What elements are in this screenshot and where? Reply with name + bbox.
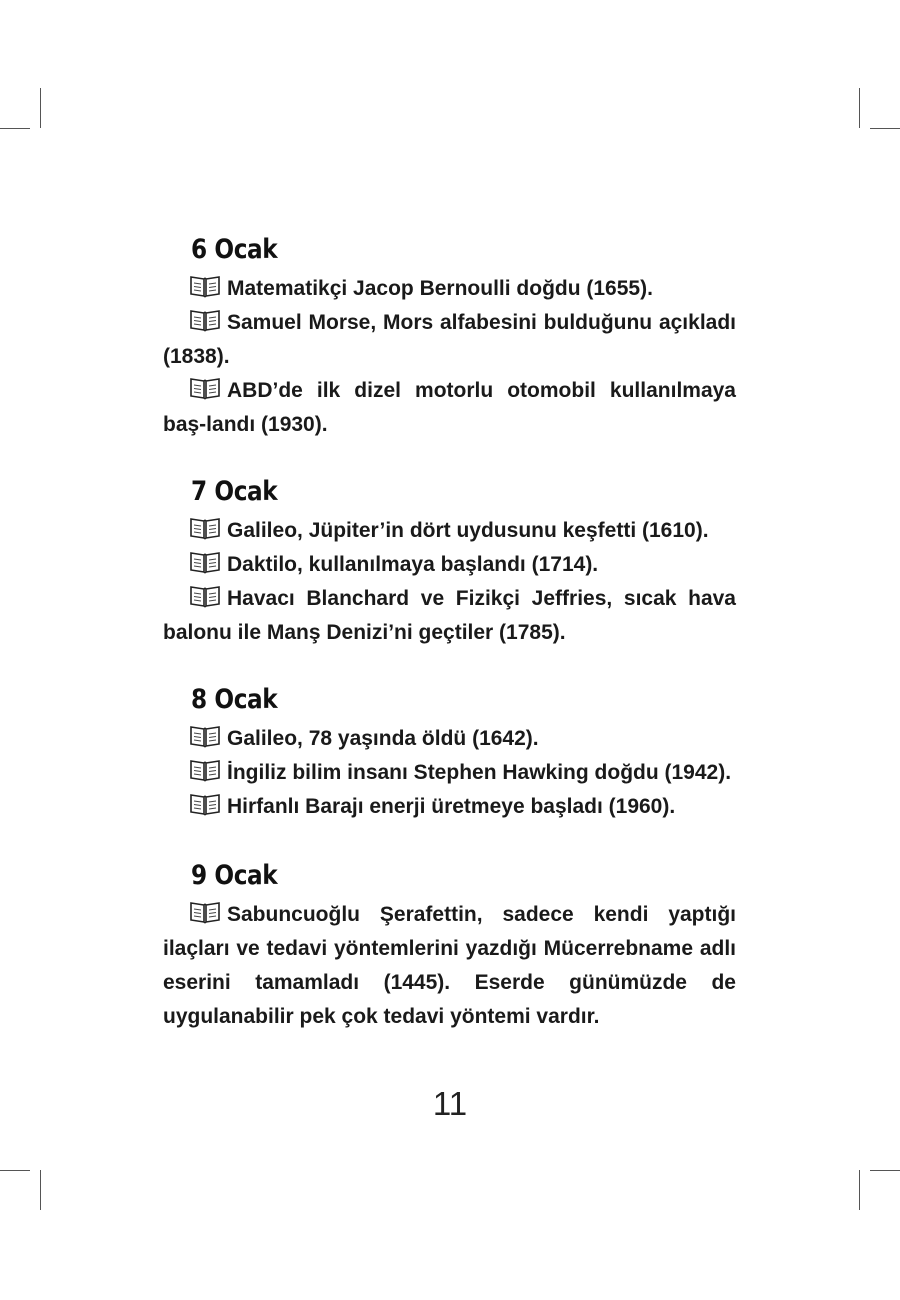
section-8-ocak bbox=[163, 678, 736, 824]
section-7-ocak bbox=[163, 470, 736, 650]
entry bbox=[163, 790, 736, 824]
entry-text: Sabuncuoğlu Şerafettin, sadece kendi yaptığı ilaçları ve tedavi yöntemlerini yazdığı Mücerrebname adlı eserini tamamladı (1445). Eserde günümüzde de uygulanabilir pek çok tedavi yöntemi vardır. bbox=[163, 903, 736, 1028]
book-icon bbox=[189, 308, 221, 332]
crop-mark bbox=[40, 88, 41, 128]
entry-text: Samuel Morse, Mors alfabesini bulduğunu açıkladı (1838). bbox=[163, 311, 736, 368]
section-heading: 8 Ocak bbox=[191, 684, 278, 715]
book-icon bbox=[189, 724, 221, 748]
entry-text: Havacı Blanchard ve Fizikçi Jeffries, sıcak hava balonu ile Manş Denizi’ni geçtiler (1785). bbox=[163, 587, 736, 644]
entry-text: Matematikçi Jacop Bernoulli doğdu (1655). bbox=[227, 277, 653, 300]
book-icon bbox=[189, 376, 221, 400]
crop-mark bbox=[870, 128, 900, 129]
entry bbox=[163, 582, 736, 650]
entry-text: Galileo, 78 yaşında öldü (1642). bbox=[227, 727, 539, 750]
crop-mark bbox=[859, 88, 860, 128]
page-content bbox=[163, 228, 736, 1062]
book-icon bbox=[189, 550, 221, 574]
entry-text: Daktilo, kullanılmaya başlandı (1714). bbox=[227, 553, 599, 576]
book-icon bbox=[189, 516, 221, 540]
crop-mark bbox=[859, 1170, 860, 1210]
entry bbox=[163, 272, 736, 306]
crop-mark bbox=[40, 1170, 41, 1210]
book-icon bbox=[189, 758, 221, 782]
entry-text: İngiliz bilim insanı Stephen Hawking doğdu (1942). bbox=[227, 761, 732, 784]
entry bbox=[163, 722, 736, 756]
section-heading: 6 Ocak bbox=[191, 234, 278, 265]
section-6-ocak bbox=[163, 228, 736, 442]
entry-text: Galileo, Jüpiter’in dört uydusunu keşfetti (1610). bbox=[227, 519, 709, 542]
crop-mark bbox=[870, 1170, 900, 1171]
book-icon bbox=[189, 900, 221, 924]
section-9-ocak bbox=[163, 854, 736, 1034]
entry bbox=[163, 898, 736, 1034]
entry bbox=[163, 514, 736, 548]
entry bbox=[163, 306, 736, 374]
entry bbox=[163, 756, 736, 790]
crop-mark bbox=[0, 128, 30, 129]
entry-text: ABD’de ilk dizel motorlu otomobil kullanılmaya baş-landı (1930). bbox=[163, 379, 736, 436]
section-heading: 7 Ocak bbox=[191, 476, 278, 507]
book-icon bbox=[189, 274, 221, 298]
book-icon bbox=[189, 792, 221, 816]
entry bbox=[163, 548, 736, 582]
crop-mark bbox=[0, 1170, 30, 1171]
section-heading: 9 Ocak bbox=[191, 860, 278, 891]
entry-text: Hirfanlı Barajı enerji üretmeye başladı (1960). bbox=[227, 795, 676, 818]
entry bbox=[163, 374, 736, 442]
book-icon bbox=[189, 584, 221, 608]
page-number: 11 bbox=[432, 1085, 468, 1122]
